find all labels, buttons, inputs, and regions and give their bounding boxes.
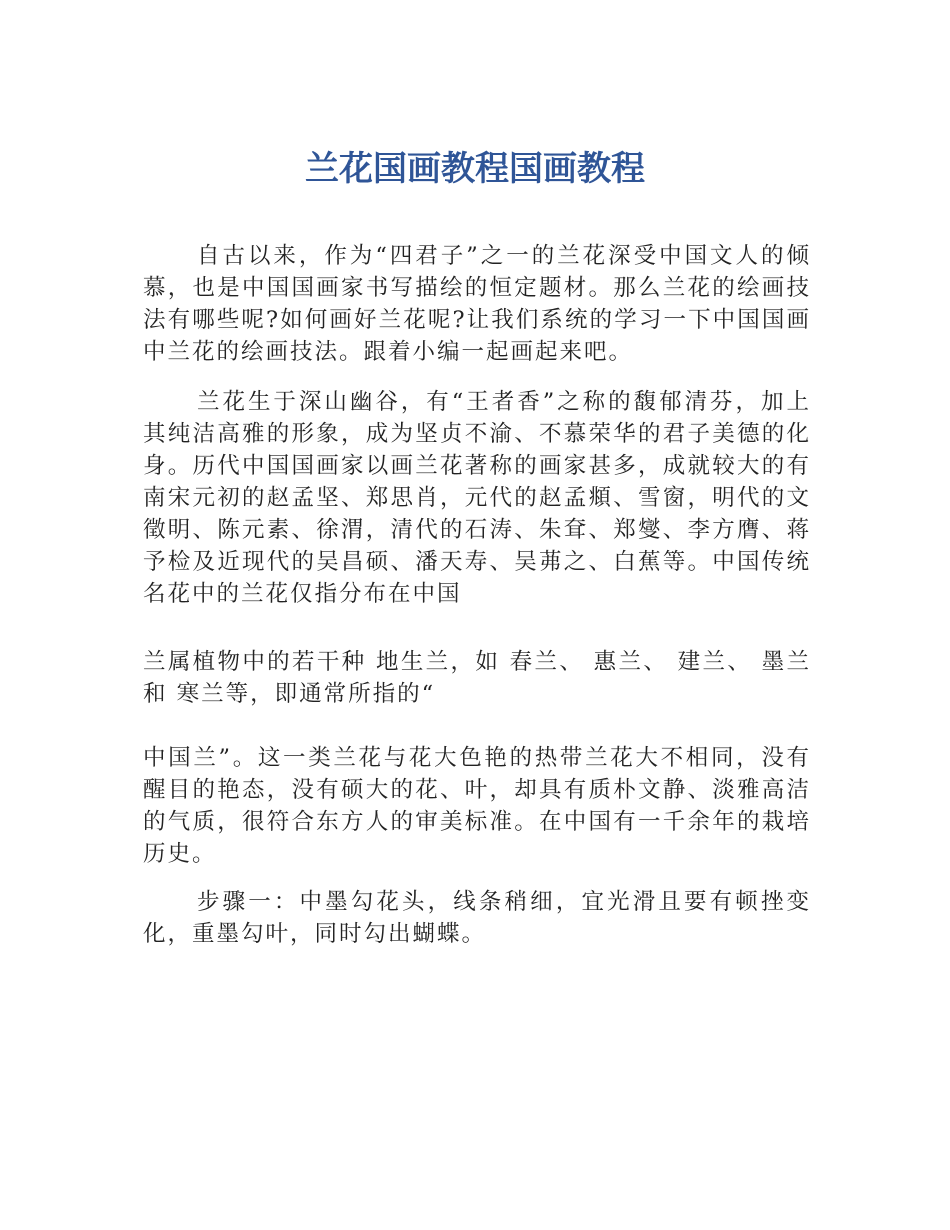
paragraph-intro: 自古以来，作为“四君子”之一的兰花深受中国文人的倾慕，也是中国国画家书写描绘的恒定题材。那么兰花的绘画技法有哪些呢?如何画好兰花呢?让我们系统的学习一下中国国画中兰花的绘画技法。跟着小编一起画起来吧。 bbox=[143, 243, 811, 365]
document-title: 兰花国画教程国画教程 bbox=[305, 149, 645, 189]
paragraph-chinese-orchid: 中国兰”。这一类兰花与花大色艳的热带兰花大不相同，没有醒目的艳态，没有硕大的花、叶，却具有质朴文静、淡雅高洁的气质，很符合东方人的审美标准。在中国有一千余年的栽培历史。 bbox=[143, 745, 811, 867]
paragraph-history: 兰花生于深山幽谷，有“王者香”之称的馥郁清芬，加上其纯洁高雅的形象，成为坚贞不渝、不慕荣华的君子美德的化身。历代中国国画家以画兰花著称的画家甚多，成就较大的有南宋元初的赵孟坚、郑思肖，元代的赵孟頫、雪窗，明代的文徵明、陈元素、徐渭，清代的石涛、朱耷、郑燮、李方膺、蒋予检及近现代的吴昌硕、潘天寿、吴茀之、白蕉等。中国传统名花中的兰花仅指分布在中国 bbox=[143, 389, 811, 607]
paragraph-step-one: 步骤一：中墨勾花头，线条稍细，宜光滑且要有顿挫变化，重墨勾叶，同时勾出蝴蝶。 bbox=[143, 889, 811, 947]
paragraph-species: 兰属植物中的若干种 地生兰，如 春兰、 惠兰、 建兰、 墨兰和 寒兰等，即通常所指的“ bbox=[143, 649, 811, 707]
